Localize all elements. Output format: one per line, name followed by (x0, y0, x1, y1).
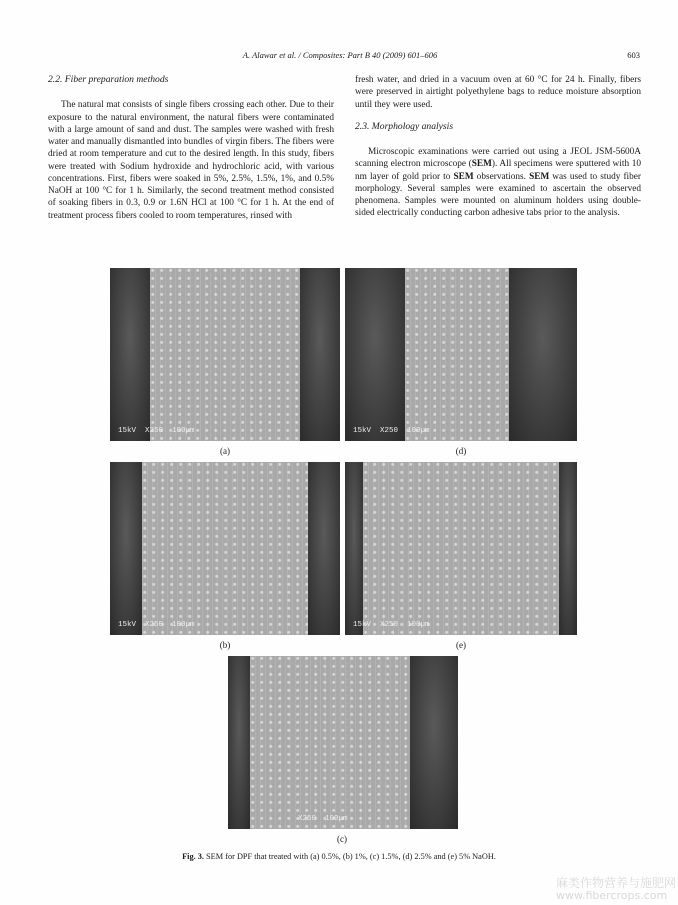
scale-bar-d: 15kV X250 100µm (353, 427, 430, 435)
figure-caption (0, 852, 678, 861)
page-number: 603 (627, 50, 640, 60)
left-column (48, 74, 334, 222)
morphology-paragraph: Microscopic examinations were carried out using a JEOL JSM-5600A scanning electron microscope (SEM). All specimens were sputtered with 10 nm layer of gold prior to SEM observations. SEM was used to study fiber morphology. Several samples were examined to ascertain the observed phenomena. Samples were mounted on aluminum holders using double-sided electrically conducting carbon adhesive tabs prior to the analysis. (355, 147, 642, 219)
scale-bar-c: X250 100µm (298, 815, 348, 823)
fiber-prep-continuation: fresh water, and dried in a vacuum oven at 60 °C for 24 h. Finally, fibers were preserved in airtight polyethylene bags to reduce moisture absorption until they were used. (355, 75, 641, 110)
figure-label-b: (b) (219, 640, 231, 650)
sem-image-b (110, 462, 340, 635)
section-heading-fiber-prep: 2.2. Fiber preparation methods (48, 74, 169, 85)
fiber-prep-paragraph: The natural mat consists of single fibers crossing each other. Due to their exposure to the natural environment, the natural fibers were contaminated with a large amount of sand and dust. The samples were washed with fresh water and manually dismantled into bundles of virgin fibers. The fibers were dried at room temperature and cut to the desired length. In this study, fibers were treated with Sodium hydroxide and hydrochloric acid, with various concentrations. First, fibers were soaked in 5%, 2.5%, 1.5%, 1%, and 0.5% NaOH at 100 °C for 1 h. Similarly, the second treatment method consisted of soaking fibers in 0.3, 0.9 or 1.6N HCl at 100 °C for 1 h. At the end of treatment process fibers cooled to room temperatures, rinsed with (48, 100, 334, 221)
sem-image-a (110, 268, 340, 441)
sem-image-d (345, 268, 577, 441)
figure-label-e: (e) (456, 640, 466, 650)
figure-caption-text: SEM for DPF that treated with (a) 0.5%, (b) 1%, (c) 1.5%, (d) 2.5% and (e) 5% NaOH. (203, 852, 496, 861)
scale-bar-b: 15kV X250 100µm (118, 621, 195, 629)
figure-caption-prefix: Fig. 3. (182, 852, 204, 861)
running-header (40, 50, 640, 64)
sem-image-c (228, 656, 458, 829)
figure-label-d: (d) (455, 446, 467, 456)
section-heading-morphology: 2.3. Morphology analysis (355, 120, 454, 132)
scale-bar-a: 15kV X250 100µm (118, 427, 195, 435)
figure-label-c: (c) (337, 834, 347, 844)
watermark-line1: 麻类作物营养与施肥网 (556, 876, 677, 890)
right-column (355, 74, 641, 220)
sem-image-e (345, 462, 577, 635)
watermark-line2: www.fibercrops.com (556, 889, 668, 902)
scale-bar-e: 15kV X250 100µm (353, 621, 430, 629)
journal-reference: A. Alawar et al. / Composites: Part B 40 (2009) 601–606 (242, 50, 438, 60)
figure-label-a: (a) (220, 446, 230, 456)
